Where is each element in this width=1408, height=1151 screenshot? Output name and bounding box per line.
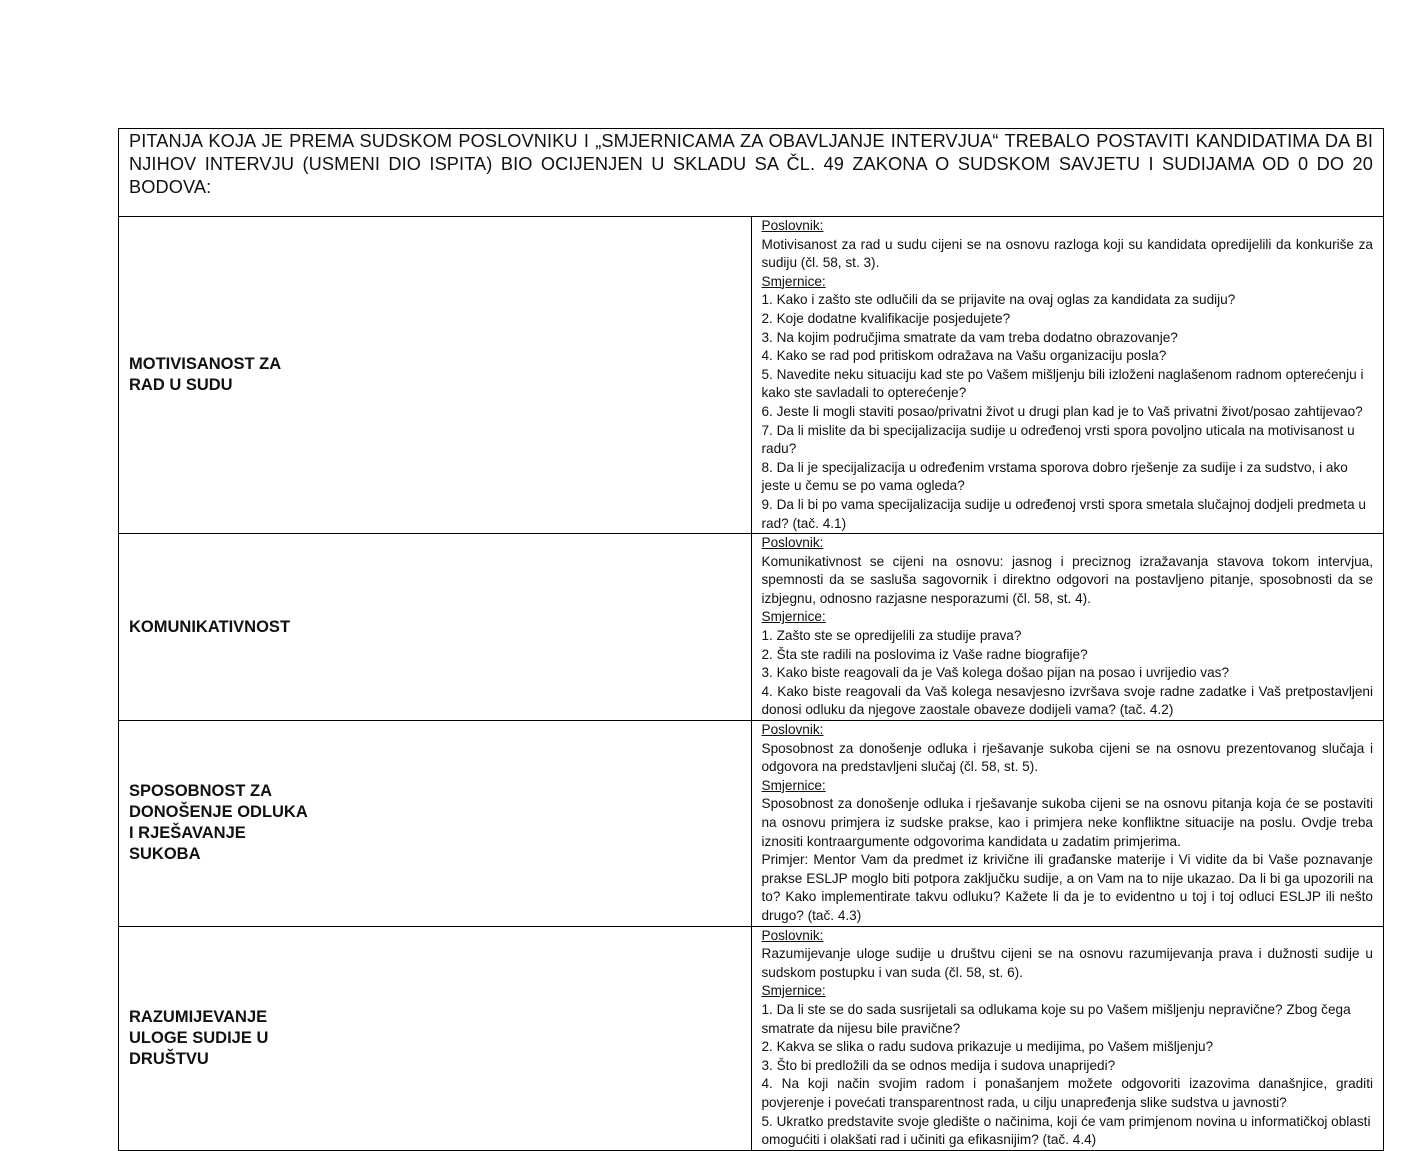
criterion-row bbox=[119, 534, 1384, 721]
guideline-item: 5. Ukratko predstavite svoje gledište o načinima, koji će vam primjenom novina u informatičkoj oblasti omogućiti i olakšati rad i učiniti ga efikasnijim? (tač. 4.4) bbox=[761, 1113, 1371, 1148]
example-paragraph: Primjer: Mentor Vam da predmet iz krivične ili građanske materije i Vi vidite da bi Vaše poznavanje prakse ESLJP moglo biti potpora zaključku sudije, a on Vam na to nije ukazao. Da li bi ga upozorili na to? Kako implementirate takvu odluku? Kažete li da je to evidentno u toj i toj odluci ESLJP ili nešto drugo? (tač. 4.3) bbox=[761, 852, 1373, 923]
poslovnik-text: Sposobnost za donošenje odluka i rješavanje sukoba cijeni se na osnovu prezentovanog slučaja i odgovora na predstavljeni slučaj (čl. 58, st. 5). bbox=[761, 740, 1373, 775]
guideline-item: 4. Kako se rad pod pritiskom odražava na Vašu organizaciju posla? bbox=[761, 348, 1167, 364]
guideline-item: 2. Koje dodatne kvalifikacije posjedujete? bbox=[761, 310, 1011, 326]
criterion-label: MOTIVISANOST ZA RAD U SUDU bbox=[129, 355, 282, 395]
poslovnik-text: Komunikativnost se cijeni na osnovu: jasnog i preciznog izražavanja stavova tokom intervjua, spemnosti da se sasluša sagovornik i direktno odgovori na postavljeno pitanje, sposobnosti da se izbjegnu, odnosno razjasne nesporazumi (čl. 58, st. 4). bbox=[761, 553, 1373, 606]
poslovnik-heading: Poslovnik: bbox=[761, 535, 824, 551]
smjernice-heading: Smjernice: bbox=[761, 983, 826, 999]
poslovnik-text: Razumijevanje uloge sudije u društvu cijeni se na osnovu razumijevanja prava i dužnosti sudije u sudskom postupku i van suda (čl. 58, st. 6). bbox=[761, 946, 1373, 980]
guideline-item: 8. Da li je specijalizacija u određenim vrstama sporova dobro rješenje za sudije i za sudstvo, i ako jeste u čemu se po vama ogleda? bbox=[761, 459, 1348, 494]
guideline-item: 2. Šta ste radili na poslovima iz Vaše radne biografije? bbox=[761, 646, 1088, 662]
guideline-item: 2. Kakva se slika o radu sudova prikazuje u medijima, po Vašem mišljenju? bbox=[761, 1039, 1214, 1055]
poslovnik-heading: Poslovnik: bbox=[761, 927, 824, 943]
smjernice-heading: Smjernice: bbox=[761, 273, 826, 289]
criterion-label-cell bbox=[119, 926, 752, 1150]
poslovnik-text: Motivisanost za rad u sudu cijeni se na osnovu razloga koji su kandidata opredijelili da konkuriše za sudiju (čl. 58, st. 3). bbox=[761, 236, 1373, 271]
smjernice-heading: Smjernice: bbox=[761, 777, 826, 793]
criterion-label: KOMUNIKATIVNOST bbox=[129, 617, 291, 636]
guideline-item: 1. Kako i zašto ste odlučili da se prijavite na ovaj oglas za kandidata za sudiju? bbox=[761, 292, 1236, 308]
criterion-label-cell bbox=[119, 534, 752, 721]
criterion-label-cell bbox=[119, 217, 752, 534]
criterion-content-cell bbox=[751, 721, 1384, 927]
guideline-item: 6. Jeste li mogli staviti posao/privatni život u drugi plan kad je to Vaš privatni život/posao zahtijevao? bbox=[761, 403, 1363, 419]
table-header-row bbox=[119, 129, 1384, 217]
criterion-row bbox=[119, 217, 1384, 534]
table-header-cell bbox=[119, 129, 1384, 217]
guideline-item: 5. Navedite neku situaciju kad ste po Vašem mišljenju bili izloženi naglašenom radnom opterećenju i kako ste savladali to opterećenje? bbox=[761, 366, 1364, 401]
guideline-paragraph: Sposobnost za donošenje odluka i rješavanje sukoba cijeni se na osnovu pitanja koja će se postaviti na osnovu primjera iz sudske prakse, kao i primjera neke konfliktne situacije na poslu. Ovdje treba iznositi kontraargumente odgovorima kandidata u zadatim primjerima. bbox=[761, 796, 1373, 849]
criterion-content-cell bbox=[751, 926, 1384, 1150]
guideline-item: 3. Što bi predložili da se odnos medija i sudova unaprijedi? bbox=[761, 1057, 1116, 1073]
guideline-item: 7. Da li mislite da bi specijalizacija sudije u određenoj vrsti spora povoljno uticala na motivisanost u radu? bbox=[761, 422, 1355, 457]
criterion-label: SPOSOBNOST ZA DONOŠENJE ODLUKA I RJEŠAVANJE SUKOBA bbox=[129, 782, 308, 864]
document-title: PITANJA KOJA JE PREMA SUDSKOM POSLOVNIKU I „SMJERNICAMA ZA OBAVLJANJE INTERVJUA“ TREBALO POSTAVITI KANDIDATIMA DA BI NJIHOV INTERVJU (USMENI DIO ISPITA) BIO OCIJENJEN U SKLADU SA ČL. 49 ZAKONA O SUDSKOM SAVJETU I SUDIJAMA OD 0 DO 20 BODOVA: bbox=[129, 131, 1373, 197]
criterion-row bbox=[119, 721, 1384, 927]
guideline-item: 3. Na kojim područjima smatrate da vam treba dodatno obrazovanje? bbox=[761, 329, 1178, 345]
poslovnik-heading: Poslovnik: bbox=[761, 722, 824, 738]
poslovnik-heading: Poslovnik: bbox=[761, 218, 824, 233]
guideline-item: 4. Na koji način svojim radom i ponašanjem možete odgovoriti izazovima današnjice, graditi povjerenje i povećati transparentnost rada, u cilju unapređenja slike sudstva u javnosti? bbox=[761, 1076, 1373, 1110]
smjernice-heading: Smjernice: bbox=[761, 609, 826, 625]
guideline-item: 4. Kako biste reagovali da Vaš kolega nesavjesno izvršava svoje radne zadatke i Vaš pretpostavljeni donosi odluku da njegove zaostale obaveze dodijeli vama? (tač. 4.2) bbox=[761, 683, 1373, 718]
guideline-item: 9. Da li bi po vama specijalizacija sudije u određenoj vrsti spora smetala slučajnoj dodjeli predmeta u rad? (tač. 4.1) bbox=[761, 496, 1366, 531]
criterion-content-cell bbox=[751, 217, 1384, 534]
criterion-content-cell bbox=[751, 534, 1384, 721]
guideline-item: 1. Zašto ste se opredijelili za studije prava? bbox=[761, 628, 1022, 644]
guideline-item: 3. Kako biste reagovali da je Vaš kolega došao pijan na posao i uvrijedio vas? bbox=[761, 665, 1230, 681]
criterion-row bbox=[119, 926, 1384, 1150]
guideline-item: 1. Da li ste se do sada susrijetali sa odlukama koje su po Vašem mišljenju nepravične? Zbog čega smatrate da nijesu bile pravične? bbox=[761, 1001, 1351, 1036]
criterion-label: RAZUMIJEVANJE ULOGE SUDIJE U DRUŠTVU bbox=[129, 1007, 269, 1068]
interview-criteria-table bbox=[118, 128, 1384, 1151]
criterion-label-cell bbox=[119, 721, 752, 927]
